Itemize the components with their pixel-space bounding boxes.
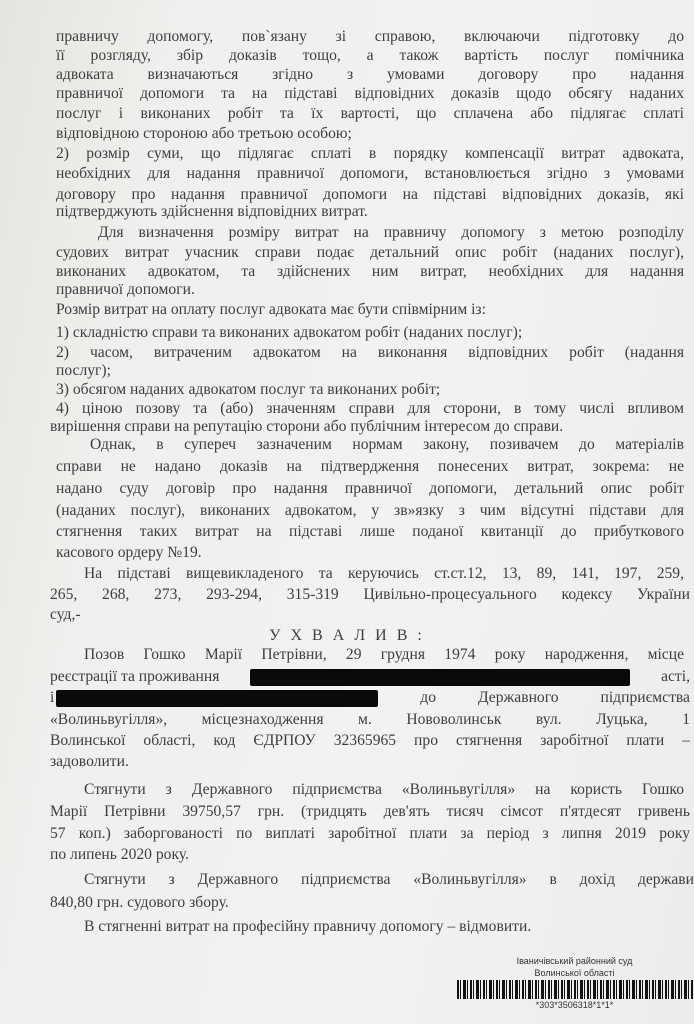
text-line: 2) розмір суми, що підлягає сплаті в порядку компенсації витрат адвоката,: [56, 145, 684, 162]
text-line: по липень 2020 року.: [50, 846, 189, 863]
text-line: 1) складністю справи та виконаних адвокатом робіт (наданих послуг);: [56, 324, 523, 341]
court-barcode-stamp: [455, 955, 694, 1011]
text-fragment: і: [50, 689, 55, 706]
text-line: На підставі вищевикладеного та керуючись ст.ст.12, 13, 89, 141, 197, 259,: [84, 565, 684, 582]
text-line: надано суду договір про надання правничої допомоги, детальний опис робіт: [56, 480, 684, 497]
text-line: Марії Петрівни 39750,57 грн. (тридцять дев'ять тисяч сімсот п'ятдесят гривень: [50, 803, 690, 820]
redaction-box: [250, 669, 630, 686]
text-line: підтверджують здійснення відповідних витрат.: [56, 203, 368, 220]
text-line: касового ордеру №19.: [56, 544, 202, 561]
text-line: суд,-: [50, 606, 81, 623]
text-fragment: до: [420, 689, 437, 706]
text-line: її розгляду, збір доказів тощо, а також вартість послуг помічника: [56, 47, 684, 64]
text-line: 840,80 грн. судового збору.: [50, 894, 229, 911]
text-line: «Волиньвугілля», місцезнаходження м. Нововолинськ вул. Луцька, 1: [50, 711, 690, 728]
text-line: послуг і виконаних робіт та їх вартості, що сплачена або підлягає сплаті: [56, 105, 684, 122]
text-line: задоволити.: [50, 753, 129, 770]
text-line: виконаних адвокатом, та здійснених ним витрат, необхідних для надання: [56, 263, 684, 280]
text-line: Однак, в супереч зазначеним нормам закону, позивачем до матеріалів: [90, 436, 684, 453]
text-line: договору про надання правничої допомоги на підставі відповідних доказів, які: [56, 186, 684, 203]
text-line: вирішення справи на репутацію сторони або публічним інтересом до справи.: [50, 418, 564, 435]
text-line: стягнення таких витрат на підставі лише поданої квитанції до прибуткового: [56, 523, 684, 540]
text-line: правничої допомоги.: [56, 281, 195, 298]
text-line: судових витрат учасник справи подає детальний опис робіт (наданих послуг),: [56, 244, 684, 261]
text-line: 265, 268, 273, 293-294, 315-319 Цивільно-процесуального кодексу України: [50, 586, 690, 603]
text-fragment: Державного: [477, 689, 559, 706]
text-fragment: підприємства: [600, 689, 690, 706]
text-line: послуг);: [56, 362, 111, 379]
text-line: Стягнути з Державного підприємства «Волиньвугілля» на користь Гошко: [84, 781, 684, 798]
text-line: необхідних для надання правничої допомоги, встановлюється згідно з умовами: [56, 165, 684, 182]
text-fragment: реєстрації та проживання: [50, 668, 220, 685]
stamp-court-name: Іваничівський районний суд: [516, 956, 633, 966]
text-line: 3) обсягом наданих адвокатом послуг та виконаних робіт;: [56, 381, 441, 398]
text-line: правничої допомоги та на підставі відповідних доказів щодо обсягу наданих: [56, 85, 684, 102]
text-line: Позов Гошко Марії Петрівни, 29 грудня 1974 року народження, місце: [84, 646, 684, 663]
text-line: Розмір витрат на оплату послуг адвоката має бути співмірним із:: [56, 301, 486, 318]
text-line: правничу допомогу, пов`язану зі справою, включаючи підготовку до: [56, 28, 684, 45]
redacted-line: [50, 687, 690, 709]
ruling-heading: У Х В А Л И В :: [269, 627, 425, 644]
redaction-box: [56, 690, 378, 707]
text-line: В стягненні витрат на професійну правничу допомогу – відмовити.: [84, 918, 532, 935]
text-line: Для визначення розміру витрат на правничу допомогу з метою розподілу: [98, 224, 684, 241]
text-fragment: асті,: [661, 668, 690, 685]
text-line: (наданих послуг), виконаних адвокатом, у зв»язку з чим відсутні підстави для: [56, 502, 684, 519]
text-line: 57 коп.) заборгованості по виплаті заробітної плати за період з липня 2019 року: [50, 825, 690, 842]
text-line: 4) ціною позову та (або) значенням справи для сторони, в тому числі впливом: [56, 400, 684, 417]
text-line: Волинської області, код ЄДРПОУ 32365965 про стягнення заробітної плати –: [50, 732, 690, 749]
redacted-line: [50, 666, 690, 688]
stamp-region: Волинської області: [534, 968, 615, 978]
barcode-number: *303*3506318*1*1*: [535, 1000, 614, 1010]
text-line: відповідною стороною або третьою особою;: [56, 125, 352, 142]
text-line: 2) часом, витраченим адвокатом на виконання відповідних робіт (надання: [56, 344, 684, 361]
text-line: справи не надано доказів на підтвердження понесених витрат, зокрема: не: [56, 458, 684, 475]
text-line: адвоката визначаються згідно з умовами договору про надання: [56, 66, 684, 83]
barcode: [457, 980, 694, 999]
text-line: Стягнути з Державного підприємства «Волиньвугілля» в дохід держави: [84, 871, 694, 888]
